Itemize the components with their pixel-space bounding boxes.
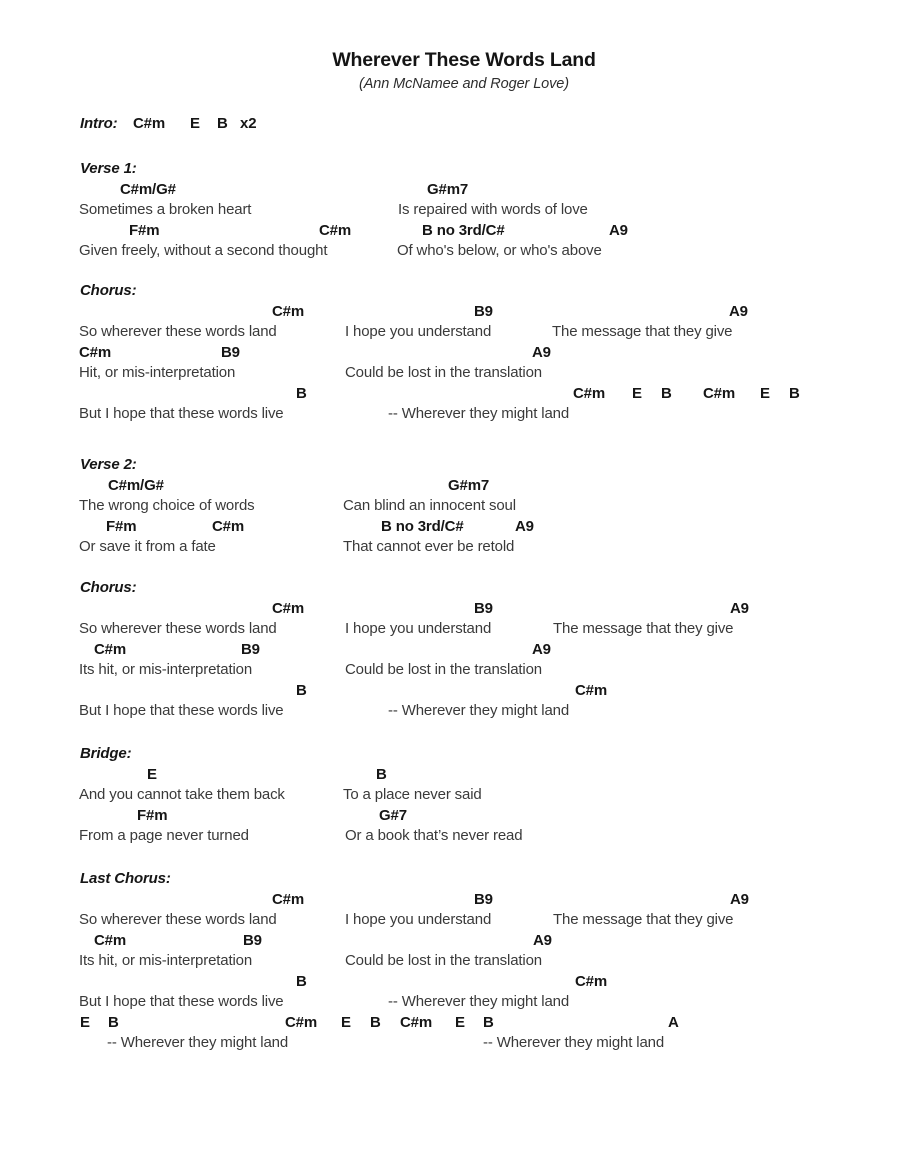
lyric-text: The message that they give <box>553 620 734 637</box>
song-line <box>0 343 900 364</box>
lyric-text: So wherever these words land <box>79 911 277 928</box>
lyric-text: Of who's below, or who's above <box>397 242 602 259</box>
song-line <box>0 404 900 425</box>
chord: F#m <box>137 806 168 824</box>
song-line <box>0 363 900 384</box>
song-line <box>0 785 900 806</box>
chord: B no 3rd/C# <box>422 221 505 239</box>
lyric-text: But I hope that these words live <box>79 993 284 1010</box>
chord: A9 <box>515 517 534 535</box>
chord: C#m <box>272 599 305 617</box>
lyric-text: -- Wherever they might land <box>388 405 570 422</box>
chord: B9 <box>474 599 493 617</box>
lyric-text: I hope you understand <box>345 620 492 637</box>
chord: C#m <box>212 517 245 535</box>
song-line <box>0 476 900 497</box>
song-line <box>0 931 900 952</box>
chord: A9 <box>730 599 749 617</box>
section-bridge <box>0 744 900 847</box>
lyric-text: Could be lost in the translation <box>345 661 542 678</box>
chord: C#m <box>703 384 736 402</box>
chord: B <box>483 1013 494 1031</box>
lyric-text: That cannot ever be retold <box>343 538 515 555</box>
chord: E <box>80 1013 90 1031</box>
lyric-text: Hit, or mis-interpretation <box>79 364 236 381</box>
chord: B9 <box>474 302 493 320</box>
chord: B9 <box>221 343 240 361</box>
chord: C#m <box>400 1013 433 1031</box>
chord: B9 <box>243 931 262 949</box>
chord: C#m <box>319 221 352 239</box>
chord: B <box>789 384 800 402</box>
chord: C#m/G# <box>120 180 176 198</box>
section-label: Chorus: <box>80 282 137 299</box>
chord: C#m/G# <box>108 476 164 494</box>
chord: E <box>190 115 200 132</box>
chord: A9 <box>729 302 748 320</box>
lyric-text: And you cannot take them back <box>79 786 285 803</box>
song-line <box>0 701 900 722</box>
lyric-text: Or a book that’s never read <box>345 827 523 844</box>
song-line <box>0 200 900 221</box>
lyric-text: Can blind an innocent soul <box>343 497 516 514</box>
chord: E <box>632 384 642 402</box>
song-line <box>0 517 900 538</box>
section-last-chorus <box>0 869 900 1054</box>
song-line <box>0 1013 900 1034</box>
lyric-text: Its hit, or mis-interpretation <box>79 661 253 678</box>
section-label: Verse 2: <box>80 456 137 473</box>
chord: E <box>760 384 770 402</box>
song-line <box>0 660 900 681</box>
song-line <box>0 972 900 993</box>
song-line <box>0 826 900 847</box>
section-label: Bridge: <box>80 745 132 762</box>
song-line <box>0 599 900 620</box>
chord: B no 3rd/C# <box>381 517 464 535</box>
chord: C#m <box>575 681 608 699</box>
lyric-text: Given freely, without a second thought <box>79 242 328 259</box>
chord: B <box>296 384 307 402</box>
lyric-text: The wrong choice of words <box>79 497 255 514</box>
chord: F#m <box>129 221 160 239</box>
chord: C#m <box>133 115 166 132</box>
lyric-text: -- Wherever they might land <box>107 1034 289 1051</box>
chord: F#m <box>106 517 137 535</box>
song-line <box>0 1033 900 1054</box>
song-line <box>0 302 900 323</box>
chord: A9 <box>532 640 551 658</box>
chord: A9 <box>730 890 749 908</box>
song-line <box>0 384 900 405</box>
chord: B <box>376 765 387 783</box>
song-line <box>0 910 900 931</box>
song-line <box>0 281 900 302</box>
chord: G#7 <box>379 806 407 824</box>
chord: G#m7 <box>448 476 490 494</box>
lyric-text: Sometimes a broken heart <box>79 201 252 218</box>
song-line <box>0 681 900 702</box>
lyric-text: So wherever these words land <box>79 620 277 637</box>
chord: A9 <box>609 221 628 239</box>
chord: B9 <box>241 640 260 658</box>
song-line <box>0 241 900 262</box>
lyric-text: Could be lost in the translation <box>345 364 542 381</box>
chord: B <box>108 1013 119 1031</box>
chord: x2 <box>240 115 257 132</box>
lyric-text: I hope you understand <box>345 911 492 928</box>
chord: B <box>661 384 672 402</box>
chord: A9 <box>533 931 552 949</box>
chord: E <box>147 765 157 783</box>
song-line <box>0 806 900 827</box>
song-line <box>0 496 900 517</box>
lyric-text: The message that they give <box>553 911 734 928</box>
song-line <box>0 640 900 661</box>
chord: A9 <box>532 343 551 361</box>
section-verse-1 <box>0 159 900 262</box>
song-line <box>0 765 900 786</box>
song-line <box>0 869 900 890</box>
chord: B <box>370 1013 381 1031</box>
chord: C#m <box>575 972 608 990</box>
section-chorus-1 <box>0 281 900 425</box>
chord: B <box>217 115 228 132</box>
song-line <box>0 992 900 1013</box>
lyric-text: The message that they give <box>552 323 733 340</box>
chord: G#m7 <box>427 180 469 198</box>
chord: B <box>296 681 307 699</box>
song-title: Wherever These Words Land <box>332 49 596 71</box>
chord: B <box>296 972 307 990</box>
song-line <box>0 537 900 558</box>
song-line <box>0 114 900 135</box>
chord: C#m <box>285 1013 318 1031</box>
lyric-text: But I hope that these words live <box>79 405 284 422</box>
song-line <box>0 221 900 242</box>
chord: E <box>455 1013 465 1031</box>
chord: C#m <box>272 302 305 320</box>
lyric-text: I hope you understand <box>345 323 492 340</box>
lyric-text: Is repaired with words of love <box>398 201 588 218</box>
chord: C#m <box>94 931 127 949</box>
song-authors: (Ann McNamee and Roger Love) <box>359 76 569 92</box>
chord: C#m <box>94 640 127 658</box>
section-chorus-2 <box>0 578 900 722</box>
section-label: Verse 1: <box>80 160 137 177</box>
chord: A <box>668 1013 679 1031</box>
song-line <box>0 455 900 476</box>
chord: C#m <box>79 343 112 361</box>
section-label: Chorus: <box>80 579 137 596</box>
section-intro <box>0 114 900 135</box>
lyric-text: But I hope that these words live <box>79 702 284 719</box>
song-line <box>0 180 900 201</box>
chord: B9 <box>474 890 493 908</box>
lyric-text: Could be lost in the translation <box>345 952 542 969</box>
song-line <box>0 159 900 180</box>
lyric-text: Or save it from a fate <box>79 538 216 555</box>
lyric-text: -- Wherever they might land <box>483 1034 665 1051</box>
lyric-text: To a place never said <box>343 786 482 803</box>
lyric-text: From a page never turned <box>79 827 249 844</box>
chord: C#m <box>272 890 305 908</box>
lyric-text: So wherever these words land <box>79 323 277 340</box>
song-line <box>0 578 900 599</box>
lyric-text: -- Wherever they might land <box>388 702 570 719</box>
song-line <box>0 744 900 765</box>
section-verse-2 <box>0 455 900 558</box>
lyric-text: Its hit, or mis-interpretation <box>79 952 253 969</box>
song-line <box>0 951 900 972</box>
section-label: Last Chorus: <box>80 870 171 887</box>
song-line <box>0 619 900 640</box>
song-line <box>0 322 900 343</box>
lyric-text: -- Wherever they might land <box>388 993 570 1010</box>
chord: E <box>341 1013 351 1031</box>
section-label: Intro: <box>80 115 118 132</box>
song-line <box>0 890 900 911</box>
chord: C#m <box>573 384 606 402</box>
